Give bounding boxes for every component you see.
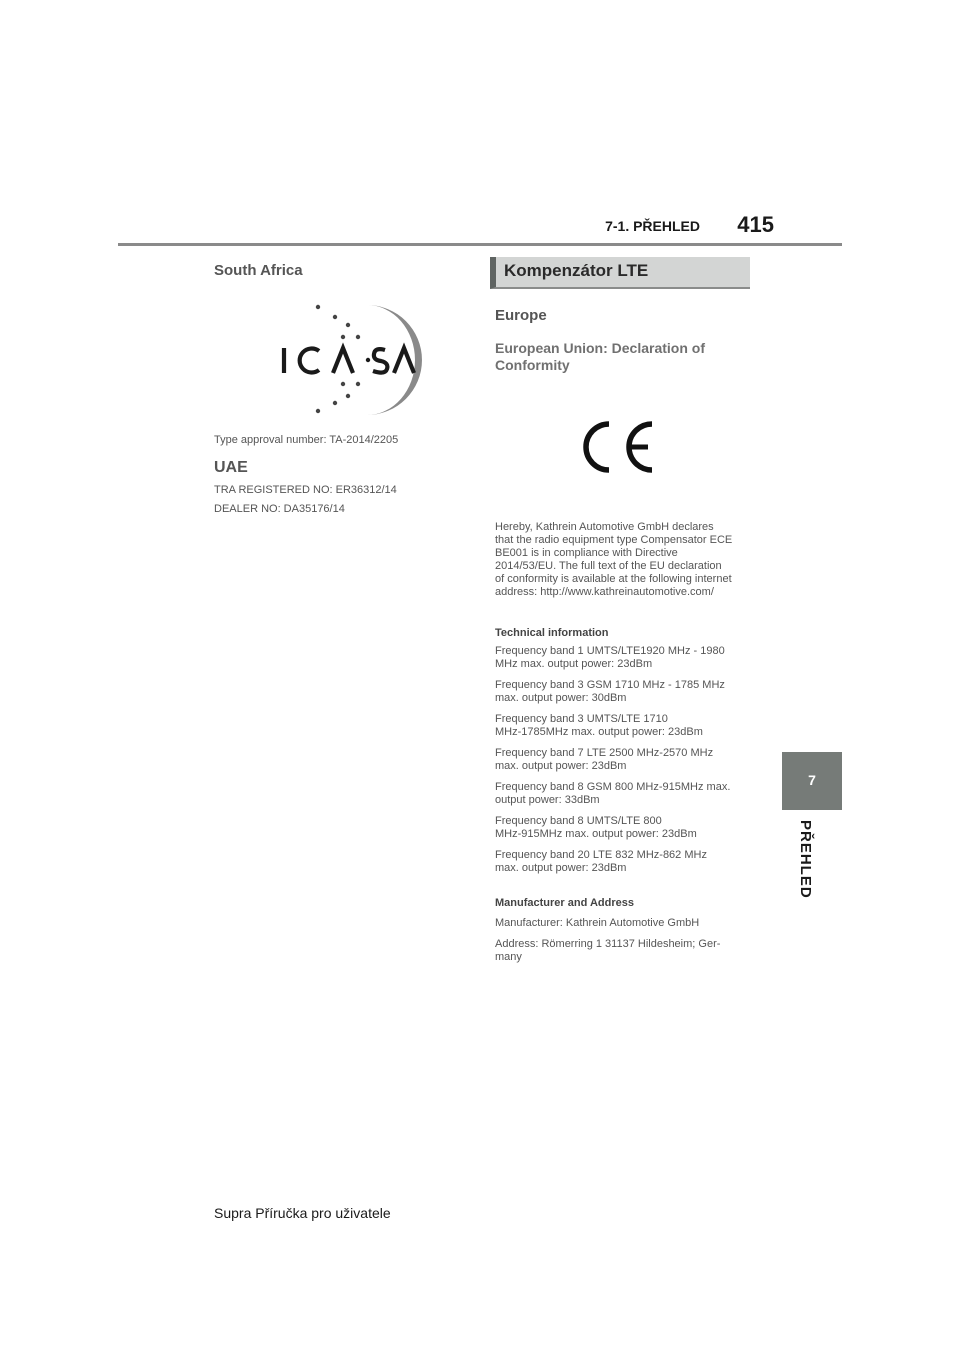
manufacturer-heading: Manufacturer and Address [495,897,634,909]
technical-item-line: Frequency band 1 UMTS/LTE1920 MHz - 1980 [495,645,725,657]
technical-item-line: max. output power: 30dBm [495,692,627,704]
technical-item-line: Frequency band 7 LTE 2500 MHz-2570 MHz [495,747,714,759]
technical-item [495,781,747,807]
declaration-line: 2014/53/EU. The full text of the EU declaration [495,560,722,572]
technical-item [495,747,747,773]
technical-item-line: Frequency band 3 GSM 1710 MHz - 1785 MHz [495,679,725,691]
technical-information-heading: Technical information [495,627,609,639]
header-rule [118,243,842,246]
manufacturer-line: Manufacturer: Kathrein Automotive GmbH [495,917,700,929]
declaration-line: address: http://www.kathreinautomotive.com/ [495,586,714,598]
declaration-line: of conformity is available at the following internet [495,573,732,585]
technical-item-line: max. output power: 23dBm [495,862,627,874]
section-band [490,257,750,289]
technical-item-line: Frequency band 8 UMTS/LTE 800 [495,815,662,827]
section-label: 7-1. PŘEHLED [605,218,700,234]
chapter-tab[interactable] [782,752,842,810]
declaration-line: that the radio equipment type Compensator ECE [495,534,733,546]
technical-item [495,713,747,739]
technical-item-line: Frequency band 8 GSM 800 MHz-915MHz max. [495,781,731,793]
technical-item [495,645,747,671]
technical-item [495,679,747,705]
address-line: many [495,951,522,963]
icasa-logo-letters [284,348,414,373]
declaration-paragraph [495,521,747,599]
declaration-line: Hereby, Kathrein Automotive GmbH declares [495,521,714,533]
icasa-logo [272,300,422,420]
technical-item-line: MHz max. output power: 23dBm [495,658,653,670]
tra-registered-number: TRA REGISTERED NO: ER36312/14 [214,484,397,496]
technical-item-line: MHz-915MHz max. output power: 23dBm [495,828,697,840]
technical-item-line: Frequency band 20 LTE 832 MHz-862 MHz [495,849,707,861]
section-band-title: Kompenzátor LTE [504,261,649,280]
south-africa-heading: South Africa [214,262,303,279]
technical-item-line: MHz-1785MHz max. output power: 23dBm [495,726,703,738]
address-paragraph [495,938,747,964]
type-approval-number: Type approval number: TA-2014/2205 [214,434,399,446]
chapter-side-label: PŘEHLED [797,820,814,899]
declaration-line: BE001 is in compliance with Directive [495,547,678,559]
ce-mark-icon [582,420,656,474]
page-number: 415 [737,212,774,237]
technical-item-line: max. output power: 23dBm [495,760,627,772]
dealer-number: DEALER NO: DA35176/14 [214,503,345,515]
technical-item-line: output power: 33dBm [495,794,600,806]
technical-item [495,815,747,841]
chapter-number: 7 [808,772,816,788]
technical-item-line: Frequency band 3 UMTS/LTE 1710 [495,713,668,725]
uae-heading: UAE [214,459,248,476]
technical-item [495,849,747,875]
address-line: Address: Römerring 1 31137 Hildesheim; Ger- [495,938,721,950]
eu-declaration-heading: European Union: Declaration of Conformity [495,340,706,373]
footer-text: Supra Příručka pro uživatele [214,1205,391,1221]
europe-heading: Europe [495,307,547,324]
